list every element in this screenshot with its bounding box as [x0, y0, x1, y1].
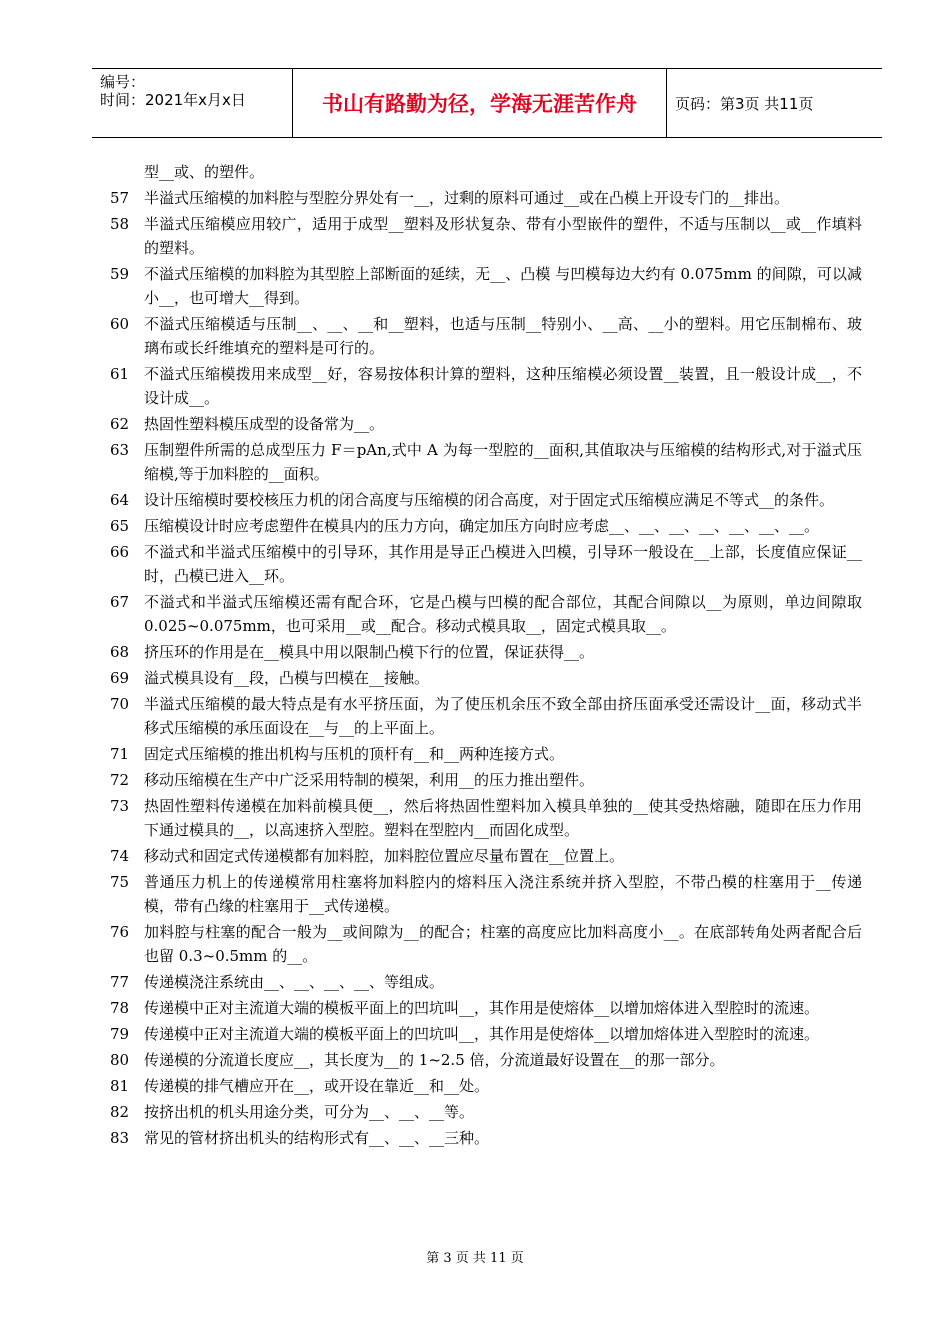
item-number: 60 [110, 315, 130, 333]
item-number: 76 [110, 923, 130, 941]
item-text: 压制塑件所需的总成型压力 F＝pAn,式中 A 为每一型腔的__面积,其值取决与压缩模的结构形式,对于溢式压缩模,等于加料腔的__面积。 [144, 441, 862, 483]
item-number: 67 [110, 593, 130, 611]
item-text: 设计压缩模时要校核压力机的闭合高度与压缩模的闭合高度，对于固定式压缩模应满足不等式__的条件。 [144, 491, 835, 509]
list-item [110, 312, 862, 360]
item-text: 传递模的分流道长度应__，其长度为__的 1~2.5 倍，分流道最好设置在__的那一部分。 [144, 1051, 725, 1069]
list-item [110, 970, 862, 994]
item-number: 75 [110, 873, 130, 891]
item-text: 半溢式压缩模的加料腔与型腔分界处有一__，过剩的原料可通过__或在凸模上开设专门的__排出。 [144, 189, 790, 207]
header-code-label: 编号： [100, 73, 146, 91]
item-text: 不溢式和半溢式压缩模还需有配合环，它是凸模与凹模的配合部位，其配合间隙以__为原则，单边间隙取 0.025~0.075mm，也可采用__或__配合。移动式模具取__，固定式模具取__。 [144, 593, 862, 635]
item-text: 不溢式和半溢式压缩模中的引导环，其作用是导正凸模进入凹模，引导环一般设在__上部，长度值应保证__时，凸模已进入__环。 [144, 543, 862, 585]
list-item [110, 870, 862, 918]
page-footer: 第 3 页 共 11 页 [426, 1251, 524, 1266]
item-text: 传递模浇注系统由__、__、__、__、等组成。 [144, 973, 445, 991]
item-number: 68 [110, 643, 130, 661]
item-text: 热固性塑料模压成型的设备常为__。 [144, 415, 385, 433]
item-text: 半溢式压缩模的最大特点是有水平挤压面，为了使压机余压不致全部由挤压面承受还需设计__面，移动式半移式压缩模的承压面设在__与__的上平面上。 [144, 695, 862, 737]
list-item [110, 514, 862, 538]
item-number: 62 [110, 415, 130, 433]
item-text: 溢式模具设有__段，凸模与凹模在__接触。 [144, 669, 430, 687]
list-item [110, 412, 862, 436]
continuation-line: 型__或、的塑件。 [144, 163, 265, 181]
list-item [110, 438, 862, 486]
list-item [110, 666, 862, 690]
item-number: 73 [110, 797, 130, 815]
list-item [110, 262, 862, 310]
item-number: 81 [110, 1077, 130, 1095]
list-item [110, 1126, 862, 1150]
item-text: 传递模的排气槽应开在__，或开设在靠近__和__处。 [144, 1077, 490, 1095]
item-number: 78 [110, 999, 130, 1017]
header-page-info: 页码：第3页 共11页 [675, 94, 814, 113]
item-number: 72 [110, 771, 130, 789]
header-time-label: 时间：2021年x月x日 [100, 91, 246, 109]
list-item [110, 362, 862, 410]
item-number: 61 [110, 365, 130, 383]
item-text: 压缩模设计时应考虑塑件在模具内的压力方向，确定加压方向时应考虑__、__、__、__、__、__、__。 [144, 517, 820, 535]
question-list [110, 160, 862, 1152]
list-item [110, 186, 862, 210]
item-number: 58 [110, 215, 130, 233]
item-text: 传递模中正对主流道大端的模板平面上的凹坑叫__，其作用是使熔体__以增加熔体进入型腔时的流速。 [144, 1025, 820, 1043]
header-meta [92, 69, 293, 137]
list-item [110, 540, 862, 588]
list-item [110, 844, 862, 868]
item-number: 79 [110, 1025, 130, 1043]
list-item [110, 1100, 862, 1124]
header-motto: 书山有路勤为径，学海无涯苦作舟 [293, 69, 667, 137]
item-number: 70 [110, 695, 130, 713]
item-text: 挤压环的作用是在__模具中用以限制凸模下行的位置，保证获得__。 [144, 643, 595, 661]
list-item [110, 996, 862, 1020]
item-text: 加料腔与柱塞的配合一般为__或间隙为__的配合；柱塞的高度应比加料高度小__。在底部转角处两者配合后也留 0.3~0.5mm 的__。 [144, 923, 862, 965]
item-text: 传递模中正对主流道大端的模板平面上的凹坑叫__，其作用是使熔体__以增加熔体进入型腔时的流速。 [144, 999, 820, 1017]
item-number: 66 [110, 543, 130, 561]
list-item [110, 768, 862, 792]
list-item [110, 1048, 862, 1072]
item-text: 半溢式压缩模应用较广，适用于成型__塑料及形状复杂、带有小型嵌件的塑件，不适与压制以__或__作填料的塑料。 [144, 215, 862, 257]
list-item [110, 488, 862, 512]
item-number: 57 [110, 189, 130, 207]
item-text: 按挤出机的机头用途分类，可分为__、__、__等。 [144, 1103, 475, 1121]
item-text: 不溢式压缩模拨用来成型__好，容易按体积计算的塑料，这种压缩模必须设置__装置，且一般设计成__，不设计成__。 [144, 365, 862, 407]
item-text: 移动压缩模在生产中广泛采用特制的模架，利用__的压力推出塑件。 [144, 771, 595, 789]
item-number: 64 [110, 491, 130, 509]
item-text: 常见的管材挤出机头的结构形式有__、__、__三种。 [144, 1129, 490, 1147]
item-text: 移动式和固定式传递模都有加料腔，加料腔位置应尽量布置在__位置上。 [144, 847, 625, 865]
list-item [110, 794, 862, 842]
item-number: 69 [110, 669, 130, 687]
item-text: 不溢式压缩模的加料腔为其型腔上部断面的延续，无__、凸模 与凹模每边大约有 0.075mm 的间隙，可以减小__，也可增大__得到。 [144, 265, 862, 307]
item-number: 63 [110, 441, 130, 459]
item-number: 59 [110, 265, 130, 283]
list-item [110, 590, 862, 638]
item-number: 80 [110, 1051, 130, 1069]
item-text: 热固性塑料传递模在加料前模具便__，然后将热固性塑料加入模具单独的__使其受热熔融，随即在压力作用下通过模具的__，以高速挤入型腔。塑料在型腔内__而固化成型。 [144, 797, 862, 839]
item-text: 固定式压缩模的推出机构与压机的顶杆有__和__两种连接方式。 [144, 745, 565, 763]
list-item [110, 640, 862, 664]
item-number: 65 [110, 517, 130, 535]
item-number: 83 [110, 1129, 130, 1147]
list-item [110, 1022, 862, 1046]
list-item [110, 1074, 862, 1098]
item-number: 82 [110, 1103, 130, 1121]
item-number: 71 [110, 745, 130, 763]
item-number: 77 [110, 973, 130, 991]
item-number: 74 [110, 847, 130, 865]
item-text: 普通压力机上的传递模常用柱塞将加料腔内的熔料压入浇注系统并挤入型腔，不带凸模的柱塞用于__传递模，带有凸缘的柱塞用于__式传递模。 [144, 873, 862, 915]
list-item [110, 920, 862, 968]
list-item [110, 742, 862, 766]
list-item [110, 692, 862, 740]
item-text: 不溢式压缩模适与压制__、__、__和__塑料，也适与压制__特别小、__高、__小的塑料。用它压制棉布、玻璃布或长纤维填充的塑料是可行的。 [144, 315, 862, 357]
page-header [92, 68, 882, 138]
list-item [110, 212, 862, 260]
